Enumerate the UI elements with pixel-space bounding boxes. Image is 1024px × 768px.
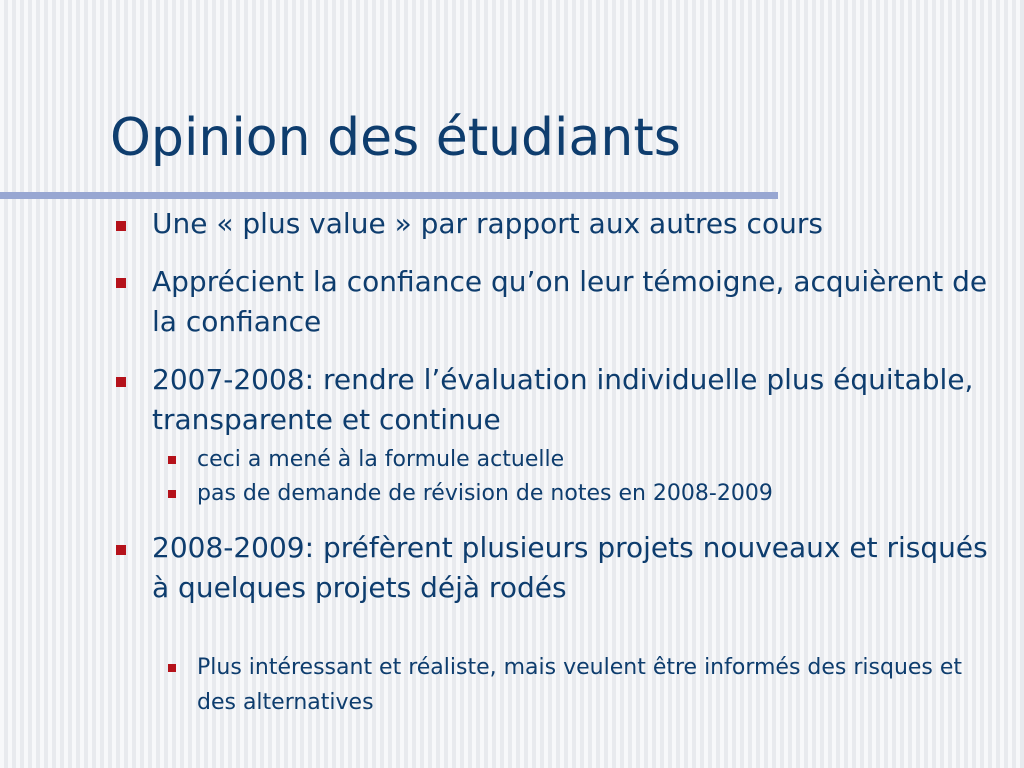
square-bullet-icon <box>116 545 126 555</box>
sub-bullet-text: ceci a mené à la formule actuelle <box>197 447 565 472</box>
bullet-item <box>152 360 992 440</box>
sub-bullet-text: pas de demande de révision de notes en 2008-2009 <box>197 481 773 506</box>
small-square-bullet-icon <box>168 490 176 498</box>
bullet-text: Apprécient la confiance qu’on leur témoigne, acquièrent de la confiance <box>152 265 988 338</box>
bullet-text: 2008-2009: préfèrent plusieurs projets nouveaux et risqués à quelques projets déjà rodés <box>152 531 988 604</box>
small-square-bullet-icon <box>168 456 176 464</box>
square-bullet-icon <box>116 221 126 231</box>
title-underline <box>0 192 778 199</box>
square-bullet-icon <box>116 278 126 288</box>
sub-bullet-item <box>197 442 997 477</box>
bullet-item <box>152 262 992 342</box>
bullet-item <box>152 204 992 244</box>
small-square-bullet-icon <box>168 664 176 672</box>
bullet-text: Une « plus value » par rapport aux autres cours <box>152 207 823 240</box>
bullet-item <box>152 528 992 608</box>
sub-bullet-item <box>197 650 997 720</box>
sub-bullet-item <box>197 476 997 511</box>
slide-title: Opinion des étudiants <box>110 108 681 168</box>
sub-bullet-text: Plus intéressant et réaliste, mais veulent être informés des risques et des alternatives <box>197 655 963 715</box>
square-bullet-icon <box>116 377 126 387</box>
bullet-text: 2007-2008: rendre l’évaluation individuelle plus équitable, transparente et continue <box>152 363 974 436</box>
